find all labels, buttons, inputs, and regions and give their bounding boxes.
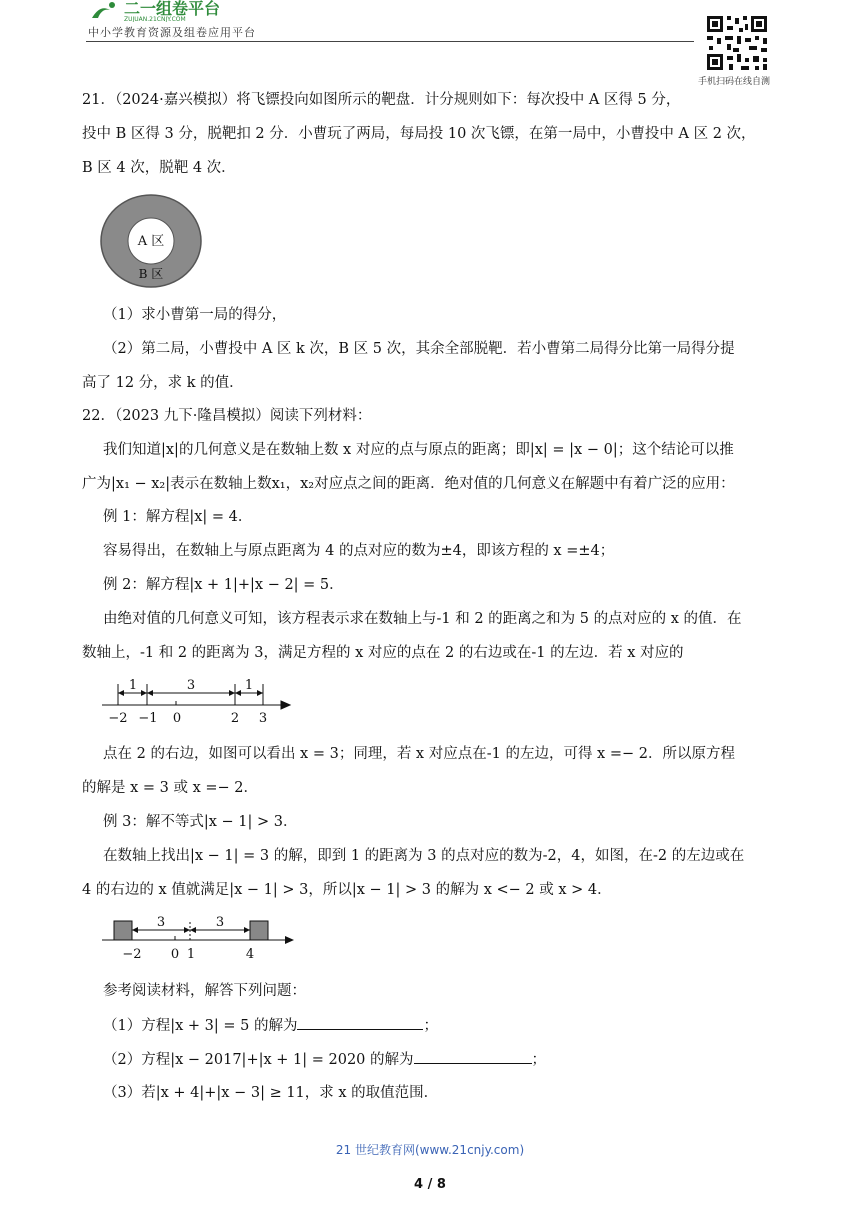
fig1-tick-3: 3 xyxy=(258,711,268,726)
q22-ref: 参考阅读材料，解答下列问题： xyxy=(103,983,306,999)
fig1-dist-1: 1 xyxy=(128,678,138,693)
fig2-shade-left xyxy=(114,921,132,940)
logo-subtext: ZUJUAN.21CNJY.COM xyxy=(124,16,186,22)
q22-ex3: 例 3：解不等式|x − 1| > 3． xyxy=(103,814,298,830)
q22-ex1a: 容易得出，在数轴上与原点距离为 4 的点对应的数为±4，即该方程的 x =±4； xyxy=(103,543,615,559)
fig2-tick-neg2: −2 xyxy=(122,947,142,962)
fig2-tick-1: 1 xyxy=(186,947,196,962)
q21-line1: 21．（2024·嘉兴模拟）将飞镖投向如图所示的靶盘．计分规则如下：每次投中 A 区得 5 分， xyxy=(82,92,681,108)
q22-ex2: 例 2：解方程|x + 1|+|x − 2| = 5． xyxy=(103,577,344,593)
header-rule xyxy=(86,41,694,42)
q22-p2: 广为|x₁ − x₂|表示在数轴上数x₁，x₂对应点之间的距离．绝对值的几何意义在解题中有着广泛的应用： xyxy=(82,476,735,492)
header-subtitle: 中小学教育资源及组卷应用平台 xyxy=(88,26,256,39)
q22-s2 xyxy=(103,1049,546,1070)
fig1-dist-3: 1 xyxy=(244,678,254,693)
footer-link[interactable]: 21 世纪教育网(www.21cnjy.com) xyxy=(335,1143,525,1157)
fig1-tick-2: 2 xyxy=(230,711,240,726)
answer-blank-2[interactable] xyxy=(414,1049,532,1064)
q22-ex2d: 的解是 x = 3 或 x =− 2． xyxy=(82,780,259,796)
fig1-tick-neg1: −1 xyxy=(138,711,158,726)
fig2-dist-2: 3 xyxy=(215,915,225,930)
q21-sub2: （2）第二局，小曹投中 A 区 k 次，B 区 5 次，其余全部脱靶．若小曹第二局得分比第一局得分提 xyxy=(103,341,735,357)
qr-code[interactable] xyxy=(705,14,769,72)
q21-sub1: （1）求小曹第一局的得分， xyxy=(103,307,287,323)
q21-line2: 投中 B 区得 3 分，脱靶扣 2 分．小曹玩了两局，每局投 10 次飞镖，在第一局中，小曹投中 A 区 2 次， xyxy=(82,126,756,142)
site-logo xyxy=(88,0,278,22)
q22-s3: （3）若|x + 4|+|x − 3| ≥ 11，求 x 的取值范围． xyxy=(103,1085,439,1101)
q22-head: 22．（2023 九下·隆昌模拟）阅读下列材料： xyxy=(82,408,372,424)
q22-s2-text: （2）方程|x − 2017|+|x + 1| = 2020 的解为 xyxy=(103,1052,414,1068)
fig2-shade-right xyxy=(250,921,268,940)
page-number: 4 / 8 xyxy=(414,1177,446,1192)
number-line-figure-2 xyxy=(98,912,298,964)
q21-line3: B 区 4 次，脱靶 4 次． xyxy=(82,160,236,176)
number-line-figure-1 xyxy=(98,676,298,728)
qr-caption: 手机扫码在线自测 xyxy=(698,77,771,87)
q22-ex3b: 4 的右边的 x 值就满足|x − 1| > 3，所以|x − 1| > 3 的解为 x <− 2 或 x > 4． xyxy=(82,882,612,898)
fig1-tick-neg2: −2 xyxy=(108,711,128,726)
q21-sub2b: 高了 12 分，求 k 的值． xyxy=(82,375,244,391)
q22-ex1: 例 1：解方程|x| = 4． xyxy=(103,509,253,525)
answer-blank-1[interactable] xyxy=(297,1015,423,1030)
fig2-tick-0: 0 xyxy=(170,947,180,962)
fig1-tick-0: 0 xyxy=(172,711,182,726)
dartboard-figure xyxy=(98,192,204,290)
q22-ex3a: 在数轴上找出|x − 1| = 3 的解，即到 1 的距离为 3 的点对应的数为-2，4，如图，在-2 的左边或在 xyxy=(103,848,745,864)
q22-ex2c: 点在 2 的右边，如图可以看出 x = 3；同理，若 x 对应点在-1 的左边，可得 x =− 2．所以原方程 xyxy=(103,746,735,762)
q22-ex2a: 由绝对值的几何意义可知，该方程表示求在数轴上与-1 和 2 的距离之和为 5 的点对应的 x 的值．在 xyxy=(103,611,742,627)
q22-s1-end: ； xyxy=(423,1018,438,1034)
q22-p1: 我们知道|x|的几何意义是在数轴上数 x 对应的点与原点的距离；即|x| = |x − 0|；这个结论可以推 xyxy=(103,442,734,458)
q22-s1 xyxy=(103,1015,438,1036)
q22-s1-text: （1）方程|x + 3| = 5 的解为 xyxy=(103,1018,298,1034)
fig2-tick-4: 4 xyxy=(245,947,255,962)
dartboard-label-a: A 区 xyxy=(137,234,165,249)
q22-ex2b: 数轴上，-1 和 2 的距离为 3，满足方程的 x 对应的点在 2 的右边或在-1 的左边．若 x 对应的 xyxy=(82,645,684,661)
dartboard-label-b: B 区 xyxy=(138,267,164,281)
q22-s2-end: ； xyxy=(531,1052,547,1068)
logo-text: 二一组卷平台 xyxy=(124,0,221,18)
fig2-dist-1: 3 xyxy=(156,915,166,930)
fig1-dist-2: 3 xyxy=(186,678,196,693)
